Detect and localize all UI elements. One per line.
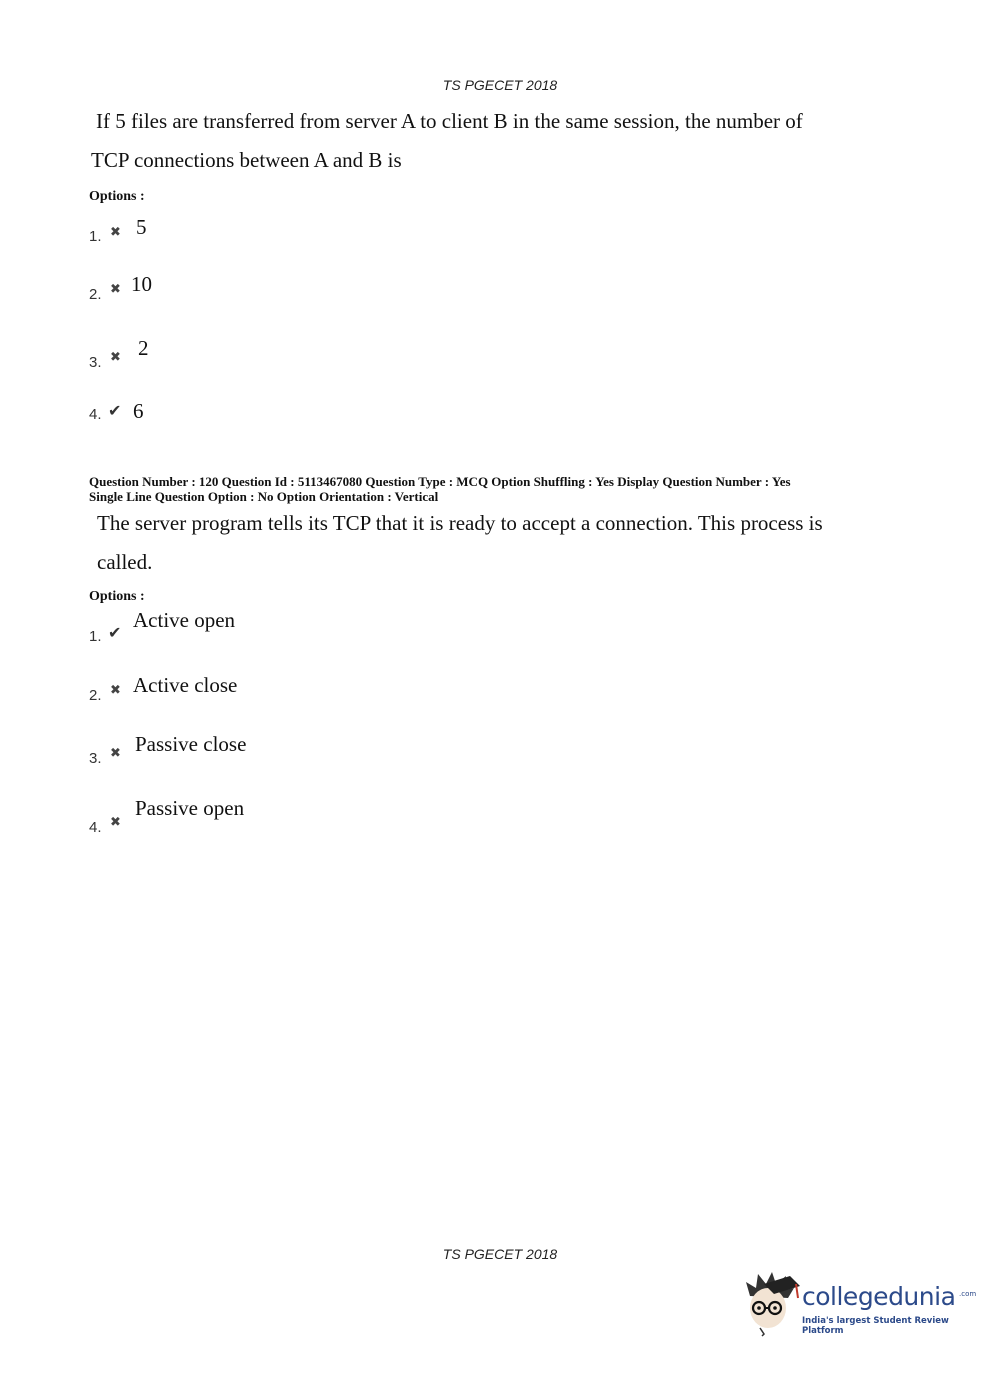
q2-meta-line-1: Question Number : 120 Question Id : 5113467080 Question Type : MCQ Option Shuffling : Yes Display Question Number : Yes <box>89 474 791 489</box>
option-text: 10 <box>131 272 152 296</box>
option-number: 4. <box>89 819 102 836</box>
wrong-icon: ✖ <box>110 746 121 761</box>
option-number: 3. <box>89 750 102 767</box>
q2-options-label: Options : <box>89 589 145 604</box>
page-footer: TS PGECET 2018 <box>442 1246 558 1262</box>
option-number: 4. <box>89 406 102 423</box>
q2-meta-line-2: Single Line Question Option : No Option Orientation : Vertical <box>89 489 439 504</box>
q1-text-line-1: If 5 files are transferred from server A to client B in the same session, the number of <box>96 109 803 133</box>
correct-check-icon: ✔ <box>108 401 122 420</box>
correct-check-icon: ✔ <box>108 623 122 642</box>
wrong-icon: ✖ <box>110 815 121 830</box>
option-text: 6 <box>133 399 144 423</box>
wrong-icon: ✖ <box>110 350 121 365</box>
wrong-icon: ✖ <box>110 282 121 297</box>
q1-options-label: Options : <box>89 189 145 204</box>
page-header: TS PGECET 2018 <box>442 77 558 93</box>
option-number: 2. <box>89 286 102 303</box>
option-text: 2 <box>138 336 149 360</box>
q1-text-line-2: TCP connections between A and B is <box>91 148 402 172</box>
option-text: Passive close <box>135 732 247 756</box>
logo-suffix: .com <box>959 1290 977 1298</box>
logo-wordmark: collegedunia <box>802 1282 956 1311</box>
option-text: Passive open <box>135 796 245 820</box>
option-text: Active close <box>133 673 238 697</box>
option-text: Active open <box>133 608 236 632</box>
mascot-icon <box>742 1270 802 1340</box>
option-number: 2. <box>89 687 102 704</box>
logo-tagline: India's largest Student Review Platform <box>802 1316 949 1336</box>
wrong-icon: ✖ <box>110 683 121 698</box>
q2-text-line-2: called. <box>97 550 153 574</box>
wrong-icon: ✖ <box>110 225 121 240</box>
option-number: 1. <box>89 628 102 645</box>
q2-text-line-1: The server program tells its TCP that it is ready to accept a connection. This process is <box>97 511 823 535</box>
collegedunia-logo <box>742 1270 977 1340</box>
option-number: 3. <box>89 354 102 371</box>
option-text: 5 <box>136 215 147 239</box>
option-number: 1. <box>89 228 102 245</box>
